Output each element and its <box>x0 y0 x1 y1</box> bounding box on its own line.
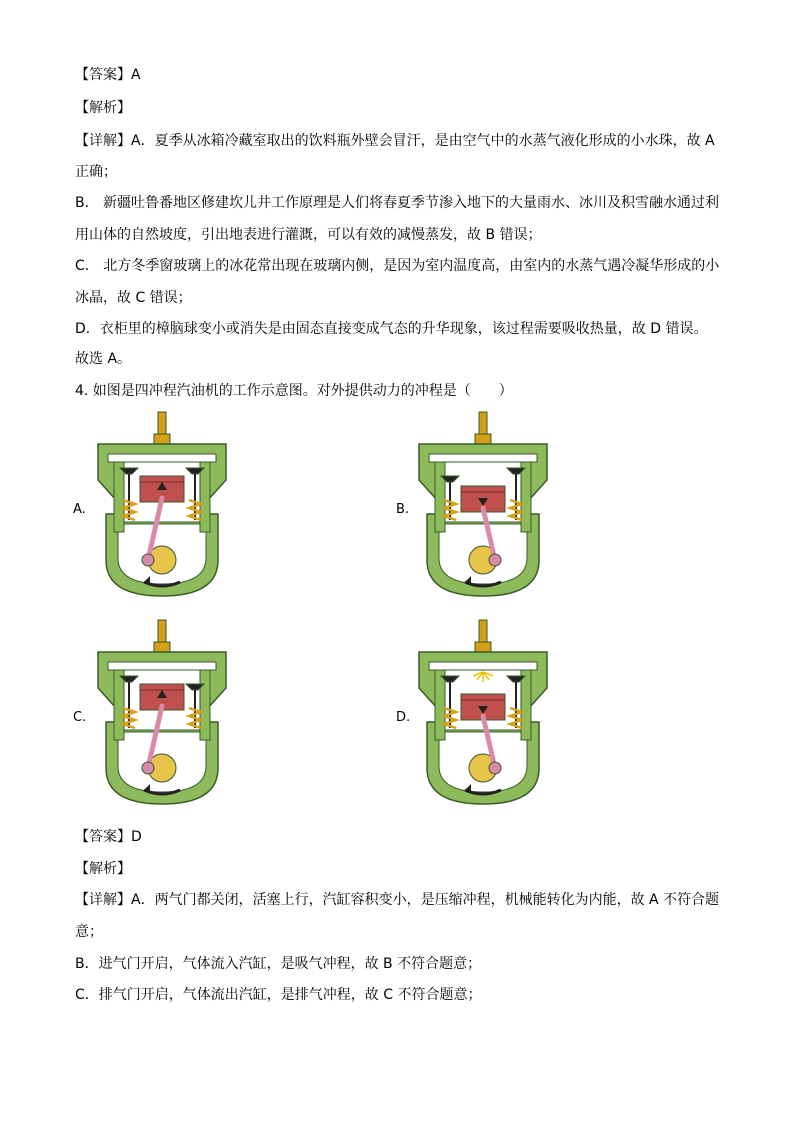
option-a-label: A. <box>73 502 86 517</box>
answer-line-1: 【答案】A <box>75 67 141 83</box>
option-d-label: D. <box>396 710 411 725</box>
analysis-label-1: 【解析】 <box>75 100 131 116</box>
cylinder-wall-left <box>435 462 445 532</box>
option-c-label: C. <box>73 710 87 725</box>
cylinder-wall-left <box>114 670 124 740</box>
detail2-a-line2: 意； <box>75 924 103 940</box>
engine-diagram-d <box>413 618 553 808</box>
head-channel <box>108 662 216 670</box>
engine-diagram-c <box>92 618 232 808</box>
detail-d-line1: D．衣柜里的樟脑球变小或消失是由固态直接变成气态的升华现象，该过程需要吸收热量，故 D 错误。 <box>75 321 708 337</box>
question-4-stem: 4. 如图是四冲程汽油机的工作示意图。对外提供动力的冲程是（ ） <box>75 383 513 399</box>
crank-pin <box>142 554 154 566</box>
engine-d-svg <box>413 618 553 808</box>
crank-pin <box>489 554 501 566</box>
spark-plug <box>158 620 166 642</box>
spark-plug <box>479 620 487 642</box>
cylinder-wall-right <box>521 462 531 532</box>
detail-c-line1: C． 北方冬季窗玻璃上的冰花常出现在玻璃内侧，是因为室内温度高，由室内的水蒸气遇冷凝华形成的小 <box>75 258 720 274</box>
conclusion-line: 故选 A。 <box>75 351 132 367</box>
analysis-label-2: 【解析】 <box>75 861 131 877</box>
crank-pin <box>489 762 501 774</box>
spark-plug <box>158 412 166 434</box>
detail-b-line1: B． 新疆吐鲁番地区修建坎儿井工作原理是人们将春夏季节渗入地下的大量雨水、冰川及积雪融水通过利 <box>75 195 720 211</box>
engine-diagram-b <box>413 410 553 600</box>
engine-a-svg <box>92 410 232 600</box>
spark-plug <box>479 412 487 434</box>
detail2-a-line1: 【详解】A．两气门都关闭，活塞上行，汽缸容积变小，是压缩冲程，机械能转化为内能，故 A 不符合题 <box>75 892 720 908</box>
engine-b-svg <box>413 410 553 600</box>
spark-plug-base <box>475 434 491 444</box>
cylinder-wall-left <box>114 462 124 532</box>
cylinder-wall-left <box>435 670 445 740</box>
engine-c-svg <box>92 618 232 808</box>
detail2-b-line: B．进气门开启，气体流入汽缸，是吸气冲程，故 B 不符合题意； <box>75 956 482 972</box>
head-channel <box>429 662 537 670</box>
head-channel <box>429 454 537 462</box>
spark-plug-base <box>154 434 170 444</box>
detail-c-line2: 冰晶，故 C 错误； <box>75 290 192 306</box>
spark-plug-base <box>154 642 170 652</box>
engine-diagram-a <box>92 410 232 600</box>
head-channel <box>108 454 216 462</box>
answer-line-2: 【答案】D <box>75 829 142 845</box>
option-b-label: B. <box>396 502 410 517</box>
crank-pin <box>142 762 154 774</box>
spark-plug-base <box>475 642 491 652</box>
cylinder-wall-right <box>521 670 531 740</box>
cylinder-wall-right <box>200 462 210 532</box>
detail2-c-line: C．排气门开启，气体流出汽缸，是排气冲程，故 C 不符合题意； <box>75 987 482 1003</box>
detail-a-line1: 【详解】A．夏季从冰箱冷藏室取出的饮料瓶外壁会冒汗，是由空气中的水蒸气液化形成的小水珠，故 A <box>75 133 715 149</box>
detail-b-line2: 用山体的自然坡度，引出地表进行灌溉，可以有效的减慢蒸发，故 B 错误； <box>75 227 542 243</box>
detail-a-line2: 正确； <box>75 164 117 180</box>
cylinder-wall-right <box>200 670 210 740</box>
